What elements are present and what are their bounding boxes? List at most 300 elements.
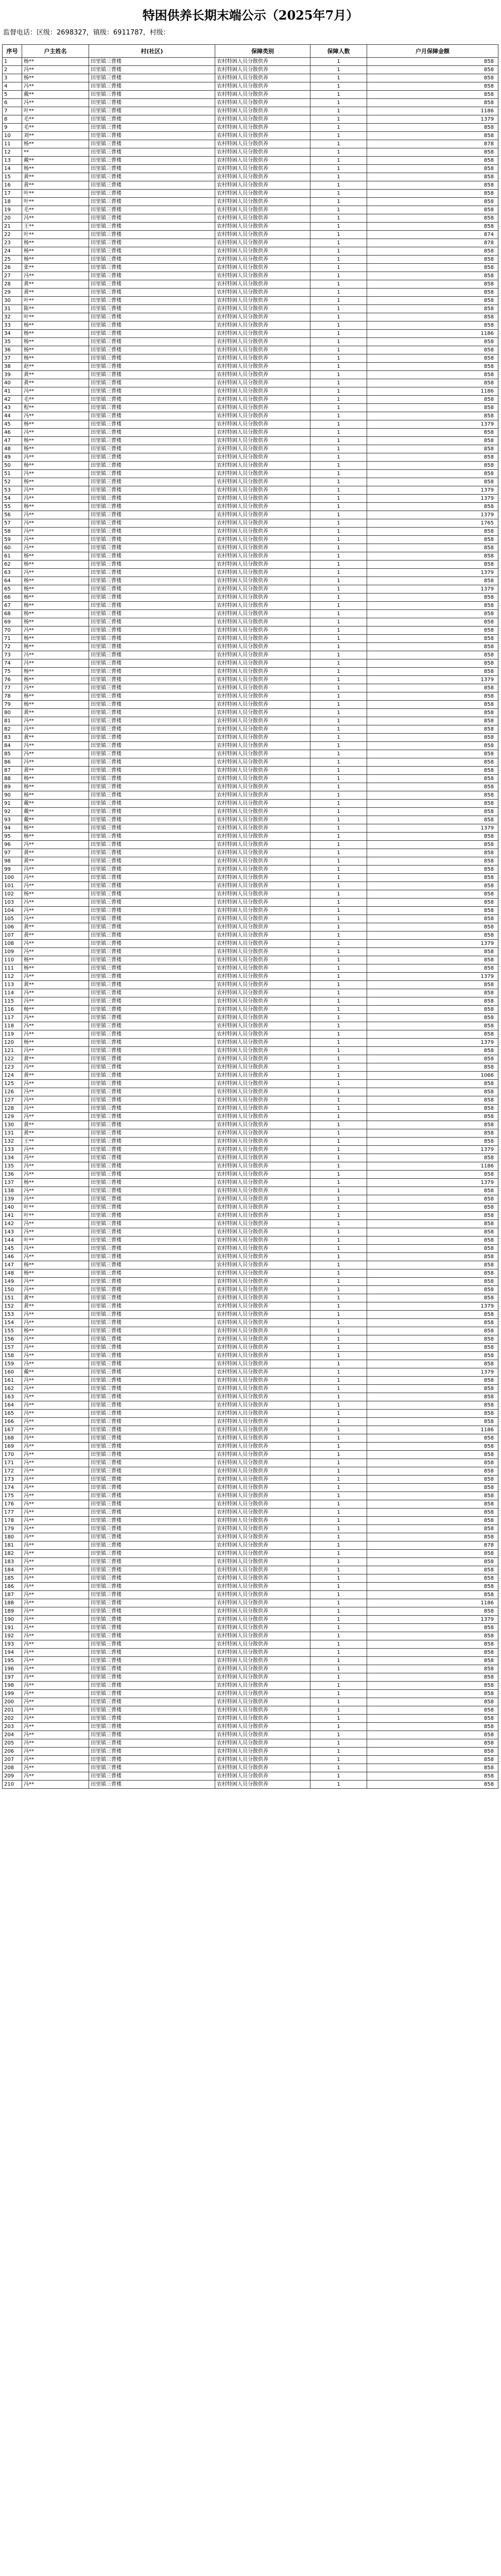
table-row bbox=[3, 231, 498, 239]
village-name: 田里镇三曹楼 bbox=[89, 1566, 215, 1574]
village-name: 田里镇三曹楼 bbox=[89, 1509, 215, 1517]
support-count: 1 bbox=[310, 1146, 367, 1154]
table-row bbox=[3, 1748, 498, 1756]
table-row bbox=[3, 1105, 498, 1113]
householder-name: 杨** bbox=[22, 783, 89, 791]
table-row bbox=[3, 610, 498, 618]
table-row bbox=[3, 1706, 498, 1715]
support-count: 1 bbox=[310, 74, 367, 82]
row-number: 73 bbox=[3, 651, 22, 659]
monthly-amount: 858 bbox=[367, 1105, 498, 1113]
row-number: 51 bbox=[3, 470, 22, 478]
village-name: 田里镇三曹楼 bbox=[89, 140, 215, 148]
support-count: 1 bbox=[310, 1500, 367, 1509]
monthly-amount: 858 bbox=[367, 1764, 498, 1772]
support-count: 1 bbox=[310, 602, 367, 610]
monthly-amount: 858 bbox=[367, 1410, 498, 1418]
householder-name: 冯** bbox=[22, 495, 89, 503]
support-count: 1 bbox=[310, 1236, 367, 1245]
village-name: 田里镇三曹楼 bbox=[89, 734, 215, 742]
householder-name: 戴** bbox=[22, 91, 89, 99]
village-name: 田里镇三曹楼 bbox=[89, 445, 215, 453]
householder-name: 冯** bbox=[22, 1706, 89, 1715]
householder-name: 冯** bbox=[22, 1360, 89, 1368]
table-row bbox=[3, 297, 498, 305]
row-number: 59 bbox=[3, 536, 22, 544]
row-number: 125 bbox=[3, 1080, 22, 1088]
monthly-amount: 858 bbox=[367, 429, 498, 437]
table-row bbox=[3, 1335, 498, 1344]
row-number: 156 bbox=[3, 1335, 22, 1344]
village-name: 田里镇三曹楼 bbox=[89, 206, 215, 214]
support-type: 农村特困人员分散供养 bbox=[215, 717, 310, 725]
table-row bbox=[3, 1731, 498, 1739]
village-name: 田里镇三曹楼 bbox=[89, 544, 215, 552]
row-number: 15 bbox=[3, 173, 22, 181]
householder-name: 叶** bbox=[22, 1236, 89, 1245]
village-name: 田里镇三曹楼 bbox=[89, 486, 215, 495]
monthly-amount: 858 bbox=[367, 923, 498, 931]
row-number: 202 bbox=[3, 1715, 22, 1723]
support-type: 农村特困人员分散供养 bbox=[215, 1154, 310, 1162]
row-number: 45 bbox=[3, 420, 22, 429]
support-type: 农村特困人员分散供养 bbox=[215, 256, 310, 264]
support-count: 1 bbox=[310, 1195, 367, 1204]
support-count: 1 bbox=[310, 264, 367, 272]
support-count: 1 bbox=[310, 643, 367, 651]
support-count: 1 bbox=[310, 684, 367, 692]
support-type: 农村特困人员分散供养 bbox=[215, 404, 310, 412]
village-name: 田里镇三曹楼 bbox=[89, 866, 215, 874]
monthly-amount: 858 bbox=[367, 808, 498, 816]
householder-name: 冯** bbox=[22, 1434, 89, 1443]
support-type: 农村特困人员分散供养 bbox=[215, 1138, 310, 1146]
monthly-amount: 858 bbox=[367, 635, 498, 643]
monthly-amount: 858 bbox=[367, 602, 498, 610]
village-name: 田里镇三曹楼 bbox=[89, 1146, 215, 1154]
householder-name: 杨** bbox=[22, 354, 89, 363]
householder-name: 杨** bbox=[22, 239, 89, 247]
support-count: 1 bbox=[310, 709, 367, 717]
village-name: 田里镇三曹楼 bbox=[89, 742, 215, 750]
row-number: 47 bbox=[3, 437, 22, 445]
table-row bbox=[3, 734, 498, 742]
row-number: 35 bbox=[3, 338, 22, 346]
village-name: 田里镇三曹楼 bbox=[89, 857, 215, 866]
row-number: 48 bbox=[3, 445, 22, 453]
support-count: 1 bbox=[310, 1327, 367, 1335]
row-number: 136 bbox=[3, 1171, 22, 1179]
support-count: 1 bbox=[310, 1171, 367, 1179]
row-number: 155 bbox=[3, 1327, 22, 1335]
support-count: 1 bbox=[310, 1022, 367, 1030]
support-type: 农村特困人员分散供养 bbox=[215, 915, 310, 923]
row-number: 114 bbox=[3, 989, 22, 997]
support-count: 1 bbox=[310, 692, 367, 701]
row-number: 170 bbox=[3, 1451, 22, 1459]
monthly-amount: 858 bbox=[367, 890, 498, 899]
support-type: 农村特困人员分散供养 bbox=[215, 1484, 310, 1492]
monthly-amount: 858 bbox=[367, 1682, 498, 1690]
support-type: 农村特困人员分散供养 bbox=[215, 676, 310, 684]
householder-name: 冯** bbox=[22, 1632, 89, 1640]
support-type: 农村特困人员分散供养 bbox=[215, 1434, 310, 1443]
support-type: 农村特困人员分散供养 bbox=[215, 1072, 310, 1080]
monthly-amount: 858 bbox=[367, 91, 498, 99]
table-row bbox=[3, 453, 498, 462]
row-number: 44 bbox=[3, 412, 22, 420]
village-name: 田里镇三曹楼 bbox=[89, 420, 215, 429]
support-count: 1 bbox=[310, 1360, 367, 1368]
householder-name: 杨** bbox=[22, 321, 89, 330]
row-number: 3 bbox=[3, 74, 22, 82]
village-name: 田里镇三曹楼 bbox=[89, 1418, 215, 1426]
householder-name: 冯** bbox=[22, 750, 89, 758]
row-number: 13 bbox=[3, 157, 22, 165]
support-type: 农村特困人员分散供养 bbox=[215, 289, 310, 297]
village-name: 田里镇三曹楼 bbox=[89, 404, 215, 412]
village-name: 田里镇三曹楼 bbox=[89, 1269, 215, 1278]
monthly-amount: 858 bbox=[367, 338, 498, 346]
support-count: 1 bbox=[310, 346, 367, 354]
table-row bbox=[3, 833, 498, 841]
table-row bbox=[3, 420, 498, 429]
row-number: 18 bbox=[3, 198, 22, 206]
monthly-amount: 858 bbox=[367, 1706, 498, 1715]
support-count: 1 bbox=[310, 1566, 367, 1574]
monthly-amount: 858 bbox=[367, 1195, 498, 1204]
support-type: 农村特困人员分散供养 bbox=[215, 1723, 310, 1731]
row-number: 206 bbox=[3, 1748, 22, 1756]
table-row bbox=[3, 1781, 498, 1789]
row-number: 26 bbox=[3, 264, 22, 272]
row-number: 61 bbox=[3, 552, 22, 561]
village-name: 田里镇三曹楼 bbox=[89, 1187, 215, 1195]
support-type: 农村特困人员分散供养 bbox=[215, 651, 310, 659]
table-row bbox=[3, 1566, 498, 1574]
village-name: 田里镇三曹楼 bbox=[89, 190, 215, 198]
support-count: 1 bbox=[310, 1228, 367, 1236]
support-count: 1 bbox=[310, 1476, 367, 1484]
table-row bbox=[3, 305, 498, 313]
householder-name: 杨** bbox=[22, 824, 89, 833]
support-type: 农村特困人员分散供养 bbox=[215, 956, 310, 964]
row-number: 79 bbox=[3, 701, 22, 709]
householder-name: 叶** bbox=[22, 231, 89, 239]
monthly-amount: 858 bbox=[367, 256, 498, 264]
monthly-amount: 858 bbox=[367, 709, 498, 717]
support-type: 农村特困人员分散供养 bbox=[215, 841, 310, 849]
householder-name: 杨** bbox=[22, 890, 89, 899]
village-name: 田里镇三曹楼 bbox=[89, 1360, 215, 1368]
village-name: 田里镇三曹楼 bbox=[89, 775, 215, 783]
row-number: 144 bbox=[3, 1236, 22, 1245]
monthly-amount: 1379 bbox=[367, 115, 498, 124]
monthly-amount: 858 bbox=[367, 453, 498, 462]
table-row bbox=[3, 66, 498, 74]
householder-name: 杨** bbox=[22, 247, 89, 256]
support-count: 1 bbox=[310, 363, 367, 371]
row-number: 80 bbox=[3, 709, 22, 717]
householder-name: 杨** bbox=[22, 594, 89, 602]
monthly-amount: 858 bbox=[367, 462, 498, 470]
row-number: 179 bbox=[3, 1525, 22, 1533]
row-number: 23 bbox=[3, 239, 22, 247]
support-type: 农村特困人员分散供养 bbox=[215, 684, 310, 692]
support-count: 1 bbox=[310, 429, 367, 437]
support-count: 1 bbox=[310, 1129, 367, 1138]
monthly-amount: 858 bbox=[367, 1476, 498, 1484]
householder-name: 黄** bbox=[22, 857, 89, 866]
village-name: 田里镇三曹楼 bbox=[89, 495, 215, 503]
householder-name: 冯** bbox=[22, 1022, 89, 1030]
support-count: 1 bbox=[310, 585, 367, 594]
householder-name: 冯** bbox=[22, 387, 89, 396]
row-number: 100 bbox=[3, 874, 22, 882]
monthly-amount: 858 bbox=[367, 132, 498, 140]
village-name: 田里镇三曹楼 bbox=[89, 1665, 215, 1673]
support-type: 农村特困人员分散供养 bbox=[215, 91, 310, 99]
support-type: 农村特困人员分散供养 bbox=[215, 66, 310, 74]
row-number: 130 bbox=[3, 1121, 22, 1129]
monthly-amount: 858 bbox=[367, 800, 498, 808]
support-count: 1 bbox=[310, 1385, 367, 1393]
support-count: 1 bbox=[310, 387, 367, 396]
support-type: 农村特困人员分散供养 bbox=[215, 1014, 310, 1022]
monthly-amount: 858 bbox=[367, 701, 498, 709]
village-name: 田里镇三曹楼 bbox=[89, 412, 215, 420]
monthly-amount: 858 bbox=[367, 528, 498, 536]
monthly-amount: 858 bbox=[367, 1640, 498, 1649]
support-type: 农村特困人员分散供养 bbox=[215, 783, 310, 791]
village-name: 田里镇三曹楼 bbox=[89, 610, 215, 618]
row-number: 118 bbox=[3, 1022, 22, 1030]
village-name: 田里镇三曹楼 bbox=[89, 833, 215, 841]
village-name: 田里镇三曹楼 bbox=[89, 1706, 215, 1715]
householder-name: 冯** bbox=[22, 882, 89, 890]
village-name: 田里镇三曹楼 bbox=[89, 643, 215, 651]
householder-name: 冯** bbox=[22, 1657, 89, 1665]
householder-name: 冯** bbox=[22, 1558, 89, 1566]
table-row bbox=[3, 58, 498, 66]
support-type: 农村特困人员分散供养 bbox=[215, 602, 310, 610]
householder-name: 冯** bbox=[22, 1426, 89, 1434]
table-row bbox=[3, 1533, 498, 1541]
village-name: 田里镇三曹楼 bbox=[89, 824, 215, 833]
householder-name: 冯** bbox=[22, 1410, 89, 1418]
village-name: 田里镇三曹楼 bbox=[89, 676, 215, 684]
table-row bbox=[3, 157, 498, 165]
support-count: 1 bbox=[310, 470, 367, 478]
householder-name: 张** bbox=[22, 264, 89, 272]
row-number: 131 bbox=[3, 1129, 22, 1138]
village-name: 田里镇三曹楼 bbox=[89, 247, 215, 256]
monthly-amount: 1379 bbox=[367, 676, 498, 684]
support-count: 1 bbox=[310, 1253, 367, 1261]
householder-name: 黄** bbox=[22, 923, 89, 931]
support-type: 农村特困人员分散供养 bbox=[215, 1739, 310, 1748]
table-row bbox=[3, 544, 498, 552]
row-number: 164 bbox=[3, 1401, 22, 1410]
village-name: 田里镇三曹楼 bbox=[89, 1550, 215, 1558]
householder-name: 冯** bbox=[22, 1451, 89, 1459]
support-count: 1 bbox=[310, 907, 367, 915]
householder-name: 冯** bbox=[22, 915, 89, 923]
monthly-amount: 858 bbox=[367, 1286, 498, 1294]
assistance-table bbox=[2, 44, 498, 1789]
support-count: 1 bbox=[310, 231, 367, 239]
support-count: 1 bbox=[310, 1533, 367, 1541]
table-row bbox=[3, 1187, 498, 1195]
support-count: 1 bbox=[310, 1344, 367, 1352]
table-row bbox=[3, 923, 498, 931]
village-name: 田里镇三曹楼 bbox=[89, 1599, 215, 1607]
support-count: 1 bbox=[310, 478, 367, 486]
monthly-amount: 858 bbox=[367, 1509, 498, 1517]
monthly-amount: 858 bbox=[367, 1583, 498, 1591]
table-row bbox=[3, 396, 498, 404]
support-count: 1 bbox=[310, 511, 367, 519]
householder-name: 杨** bbox=[22, 462, 89, 470]
village-name: 田里镇三曹楼 bbox=[89, 767, 215, 775]
support-count: 1 bbox=[310, 552, 367, 561]
village-name: 田里镇三曹楼 bbox=[89, 569, 215, 577]
monthly-amount: 858 bbox=[367, 783, 498, 791]
monthly-amount: 858 bbox=[367, 1443, 498, 1451]
table-row bbox=[3, 346, 498, 354]
monthly-amount: 858 bbox=[367, 1558, 498, 1566]
householder-name: 冯** bbox=[22, 1311, 89, 1319]
support-type: 农村特困人员分散供养 bbox=[215, 462, 310, 470]
support-count: 1 bbox=[310, 1006, 367, 1014]
village-name: 田里镇三曹楼 bbox=[89, 1649, 215, 1657]
support-type: 农村特困人员分散供养 bbox=[215, 585, 310, 594]
row-number: 166 bbox=[3, 1418, 22, 1426]
row-number: 65 bbox=[3, 585, 22, 594]
monthly-amount: 858 bbox=[367, 882, 498, 890]
support-type: 农村特困人员分散供养 bbox=[215, 544, 310, 552]
village-name: 田里镇三曹楼 bbox=[89, 1583, 215, 1591]
village-name: 田里镇三曹楼 bbox=[89, 948, 215, 956]
row-number: 191 bbox=[3, 1624, 22, 1632]
village-name: 田里镇三曹楼 bbox=[89, 997, 215, 1006]
support-count: 1 bbox=[310, 1517, 367, 1525]
table-row bbox=[3, 1236, 498, 1245]
support-count: 1 bbox=[310, 173, 367, 181]
monthly-amount: 858 bbox=[367, 1278, 498, 1286]
village-name: 田里镇三曹楼 bbox=[89, 1063, 215, 1072]
row-number: 31 bbox=[3, 305, 22, 313]
monthly-amount: 858 bbox=[367, 396, 498, 404]
support-type: 农村特困人员分散供养 bbox=[215, 1583, 310, 1591]
support-count: 1 bbox=[310, 1599, 367, 1607]
support-type: 农村特困人员分散供养 bbox=[215, 989, 310, 997]
row-number: 115 bbox=[3, 997, 22, 1006]
table-row bbox=[3, 973, 498, 981]
support-count: 1 bbox=[310, 899, 367, 907]
table-row bbox=[3, 519, 498, 528]
row-number: 124 bbox=[3, 1072, 22, 1080]
householder-name: 冯** bbox=[22, 1393, 89, 1401]
table-row bbox=[3, 1047, 498, 1055]
monthly-amount: 1765 bbox=[367, 519, 498, 528]
row-number: 12 bbox=[3, 148, 22, 157]
table-row bbox=[3, 272, 498, 280]
table-row bbox=[3, 429, 498, 437]
table-row bbox=[3, 1055, 498, 1063]
village-name: 田里镇三曹楼 bbox=[89, 1484, 215, 1492]
village-name: 田里镇三曹楼 bbox=[89, 1179, 215, 1187]
support-count: 1 bbox=[310, 437, 367, 445]
row-number: 62 bbox=[3, 561, 22, 569]
monthly-amount: 1379 bbox=[367, 511, 498, 519]
monthly-amount: 858 bbox=[367, 626, 498, 635]
row-number: 32 bbox=[3, 313, 22, 321]
row-number: 6 bbox=[3, 99, 22, 107]
row-number: 105 bbox=[3, 915, 22, 923]
table-row bbox=[3, 140, 498, 148]
table-row bbox=[3, 1607, 498, 1616]
monthly-amount: 858 bbox=[367, 1319, 498, 1327]
table-row bbox=[3, 561, 498, 569]
village-name: 田里镇三曹楼 bbox=[89, 453, 215, 462]
support-type: 农村特困人员分散供养 bbox=[215, 1080, 310, 1088]
support-count: 1 bbox=[310, 1039, 367, 1047]
householder-name: 叶** bbox=[22, 198, 89, 206]
monthly-amount: 858 bbox=[367, 1459, 498, 1467]
row-number: 95 bbox=[3, 833, 22, 841]
support-type: 农村特困人员分散供养 bbox=[215, 1278, 310, 1286]
row-number: 163 bbox=[3, 1393, 22, 1401]
support-type: 农村特困人员分散供养 bbox=[215, 1632, 310, 1640]
table-row bbox=[3, 503, 498, 511]
village-name: 田里镇三曹楼 bbox=[89, 99, 215, 107]
row-number: 110 bbox=[3, 956, 22, 964]
support-count: 1 bbox=[310, 1748, 367, 1756]
householder-name: 黄** bbox=[22, 931, 89, 940]
row-number: 2 bbox=[3, 66, 22, 74]
monthly-amount: 858 bbox=[367, 907, 498, 915]
village-name: 田里镇三曹楼 bbox=[89, 536, 215, 544]
table-row bbox=[3, 1739, 498, 1748]
support-count: 1 bbox=[310, 635, 367, 643]
support-count: 1 bbox=[310, 626, 367, 635]
householder-name: 冯** bbox=[22, 626, 89, 635]
monthly-amount: 858 bbox=[367, 1154, 498, 1162]
householder-name: 杨** bbox=[22, 420, 89, 429]
village-name: 田里镇三曹楼 bbox=[89, 1228, 215, 1236]
monthly-amount: 858 bbox=[367, 1500, 498, 1509]
monthly-amount: 1186 bbox=[367, 107, 498, 115]
table-row bbox=[3, 668, 498, 676]
monthly-amount: 858 bbox=[367, 997, 498, 1006]
row-number: 194 bbox=[3, 1649, 22, 1657]
row-number: 22 bbox=[3, 231, 22, 239]
village-name: 田里镇三曹楼 bbox=[89, 1393, 215, 1401]
support-type: 农村特困人员分散供养 bbox=[215, 635, 310, 643]
support-count: 1 bbox=[310, 503, 367, 511]
village-name: 田里镇三曹楼 bbox=[89, 1410, 215, 1418]
row-number: 20 bbox=[3, 214, 22, 223]
support-count: 1 bbox=[310, 1640, 367, 1649]
row-number: 66 bbox=[3, 594, 22, 602]
support-count: 1 bbox=[310, 313, 367, 321]
table-row bbox=[3, 223, 498, 231]
support-type: 农村特困人员分散供养 bbox=[215, 1591, 310, 1599]
row-number: 174 bbox=[3, 1484, 22, 1492]
row-number: 38 bbox=[3, 363, 22, 371]
village-name: 田里镇三曹楼 bbox=[89, 1204, 215, 1212]
